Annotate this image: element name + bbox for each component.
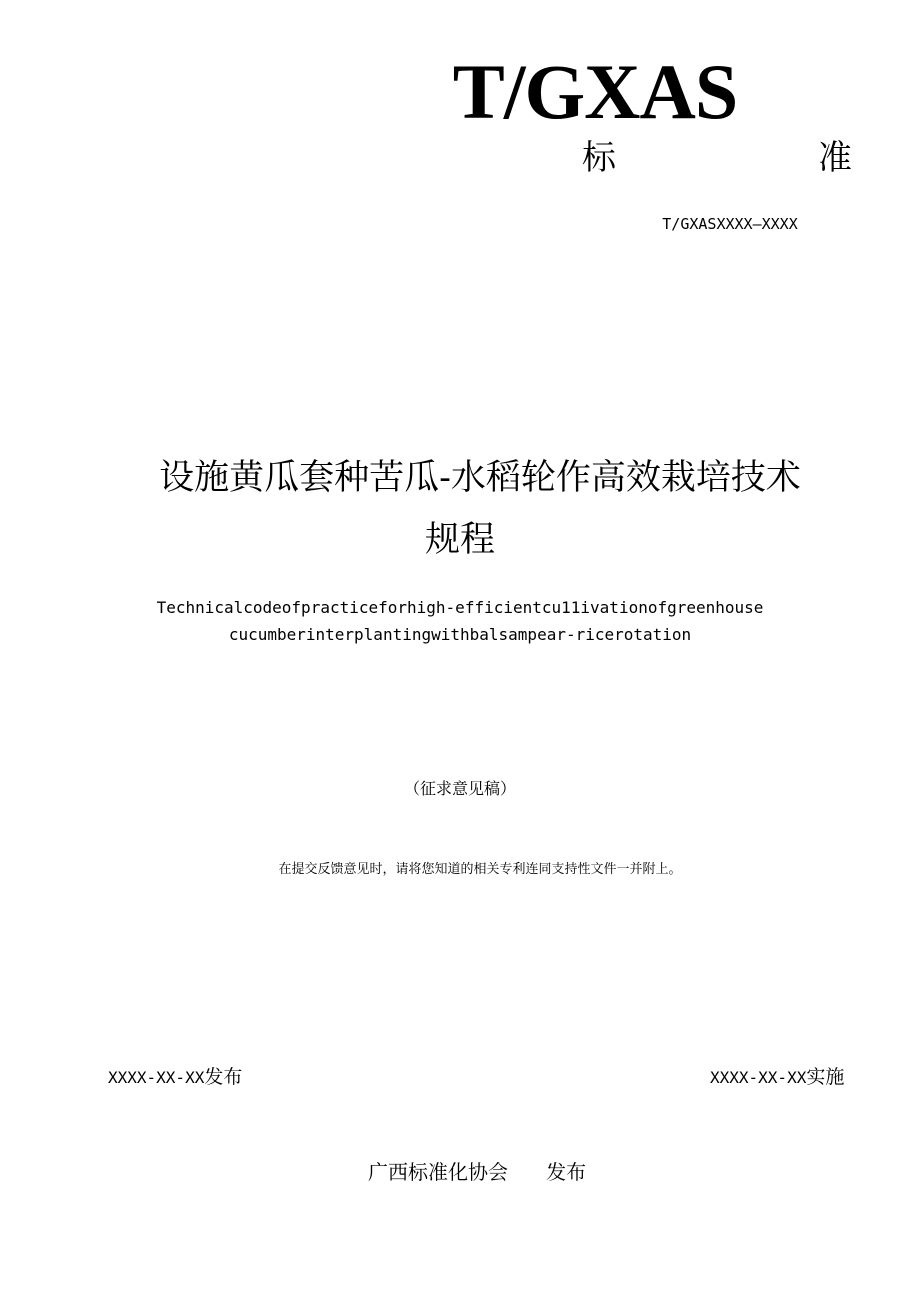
issuer-name: 广西标准化协会 — [368, 1160, 508, 1184]
english-title-line-1: Technicalcodeofpracticeforhigh-efficientcu11ivationofgreenhouse — [156, 598, 764, 617]
standard-code: T/GXASXXXX—XXXX — [662, 215, 798, 233]
english-title-line-2: cucumberinterplantingwithbalsampear-ricerotation — [228, 625, 692, 644]
release-date-block — [108, 1064, 242, 1091]
effective-date: XXXX-XX-XX — [710, 1068, 807, 1087]
release-label: 发布 — [204, 1066, 243, 1088]
effective-label: 实施 — [806, 1066, 845, 1088]
document-title-line-1: 设施黄瓜套种苦瓜-水稻轮作高效栽培技术 — [159, 458, 801, 498]
standard-label-char-1: 标 — [582, 138, 616, 178]
standard-logo: T/GXAS — [452, 48, 738, 135]
issuer-block — [368, 1158, 586, 1186]
release-date: XXXX-XX-XX — [108, 1068, 205, 1087]
issuer-action: 发布 — [546, 1160, 587, 1184]
document-title-line-2: 规程 — [424, 520, 495, 560]
standard-label-char-2: 准 — [818, 138, 852, 178]
effective-date-block — [710, 1064, 844, 1091]
patent-notice: 在提交反馈意见时，请将您知道的相关专利连同支持性文件一并附上。 — [278, 862, 682, 877]
draft-label: （征求意见稿） — [403, 779, 516, 798]
